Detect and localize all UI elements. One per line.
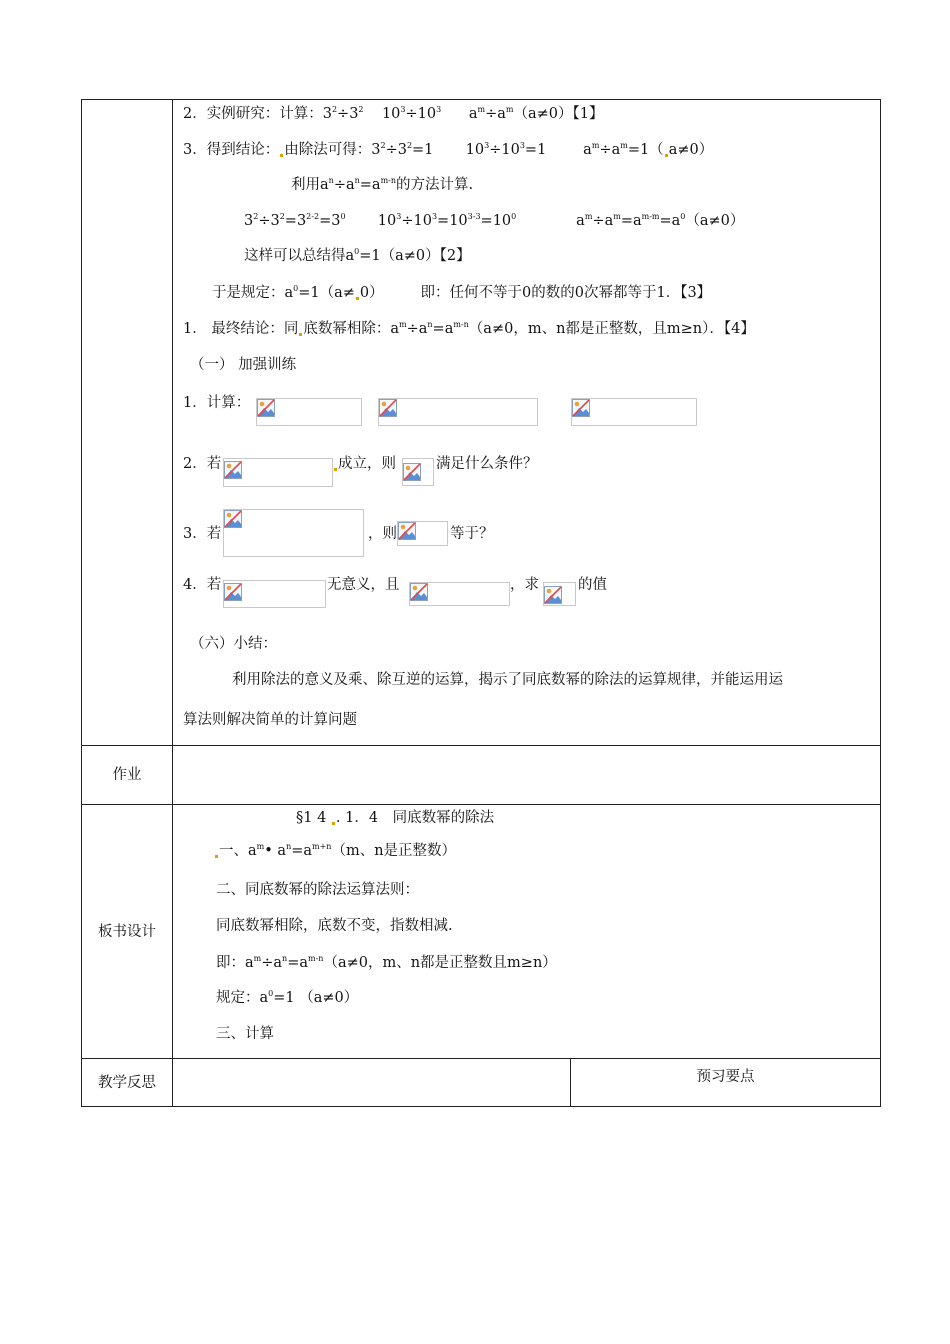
board-line-6: 三、计算 — [216, 1026, 274, 1042]
question-3: 3．若 — [183, 526, 222, 542]
formula-image — [223, 458, 333, 487]
formula-image — [543, 582, 576, 606]
summary-line-1: 利用除法的意义及乘、除互逆的运算，揭示了同底数幂的除法的运算规律，并能运用运 — [232, 672, 783, 688]
marker-dot — [332, 822, 335, 825]
line-conclusion: 3．得到结论： 由除法可得：$3^2\div 3^2=1$ $10^3\div 10^3=1$ $a^m\div a^m=1$（ a≠0） — [183, 141, 714, 158]
line-rule: 于是规定：$a^0=1(a\ne 0)$ 即：任何不等于0的数的0次幂都等于1．【3】 — [212, 284, 712, 301]
table-divider-left — [172, 99, 173, 1107]
line-method: 利用$a^n\div a^n=a^{m-n}$的方法计算. — [291, 176, 474, 193]
question-4-middle: 无意义，且 — [327, 577, 400, 593]
board-line-3: 同底数幂相除，底数不变，指数相减. — [216, 918, 453, 934]
broken-image-icon — [410, 583, 428, 601]
question-2-end: 满足什么条件？ — [436, 456, 538, 472]
marker-dot — [215, 855, 218, 858]
table-divider-row3 — [81, 1058, 881, 1059]
question-3-middle: ，则 — [368, 526, 397, 542]
question-2-middle: 成立，则 — [333, 454, 396, 474]
section-summary: （六）小结： — [190, 636, 277, 652]
board-line-4: 即：$a^m\div a^n=a^{m-n}(a\ne 0$，m、n都是正整数且m≥n） — [216, 954, 557, 971]
broken-image-icon — [398, 522, 416, 540]
broken-image-icon — [403, 463, 421, 481]
board-line-5: 规定：$a^0=1$ （a≠0） — [216, 989, 359, 1006]
marker-dot — [334, 468, 337, 471]
reflection-label: 教学反思 — [98, 1075, 156, 1091]
marker-dot — [299, 333, 302, 336]
board-line-2: 二、同底数幂的除法运算法则： — [216, 882, 419, 898]
question-1: 1．计算： — [183, 395, 251, 411]
question-4-end: 的值 — [578, 577, 607, 593]
board-line-1: 一、$a^m•$ $a^n=a^{m+n}(m$、n是正整数） — [214, 841, 456, 861]
line-summary: 这样可以总结得$a^0=1(a\ne 0)$【2】 — [244, 247, 471, 264]
formula-image — [409, 582, 510, 606]
formula-image — [397, 521, 448, 546]
marker-dot — [665, 154, 668, 157]
table-divider-row2 — [81, 804, 881, 805]
question-3-end: 等于？ — [450, 526, 494, 542]
question-2: 2．若 — [183, 456, 222, 472]
marker-dot — [356, 297, 359, 300]
question-4: 4．若 — [183, 577, 222, 593]
homework-label: 作业 — [112, 767, 142, 783]
broken-image-icon — [224, 510, 242, 528]
broken-image-icon — [572, 399, 590, 417]
formula-image — [378, 398, 538, 426]
line-final-conclusion: 1． 最终结论：同 底数幂相除：$a^m\div a^n=a^{m-n}(a\ne 0$，m、n都是正整数，且m≥n）．【4】 — [183, 320, 755, 337]
formula-image — [223, 509, 364, 557]
broken-image-icon — [544, 586, 562, 604]
broken-image-icon — [257, 399, 275, 417]
question-4-middle2: ，求 — [510, 577, 539, 593]
summary-line-2: 算法则解决简单的计算问题 — [183, 712, 357, 728]
board-design-label: 板书设计 — [98, 924, 156, 940]
formula-image — [402, 458, 434, 486]
broken-image-icon — [224, 583, 242, 601]
line-example-study: 2．实例研究：计算：$3^2\div 3^2$ $10^3\div 10^3$ $a^m\div a^m(a\ne 0)$【1】 — [183, 105, 604, 122]
formula-image — [223, 580, 326, 608]
preview-points-label: 预习要点 — [696, 1069, 755, 1085]
broken-image-icon — [379, 399, 397, 417]
table-divider-row1 — [81, 745, 881, 746]
board-title: §1 4 . 1．4 同底数幂的除法 — [296, 810, 495, 826]
formula-image — [571, 398, 697, 426]
broken-image-icon — [224, 461, 242, 479]
marker-dot — [280, 154, 283, 157]
section-training: （一） 加强训练 — [190, 357, 297, 373]
line-calculation: $3^2\div 3^2=3^{2-2}=3^0$ $10^3\div 10^3=10^{3-3}=10^0$ $a^m\div a^m=a^{m-m}=a^0(a\ne 0)$ — [244, 212, 745, 229]
formula-image — [256, 398, 362, 426]
